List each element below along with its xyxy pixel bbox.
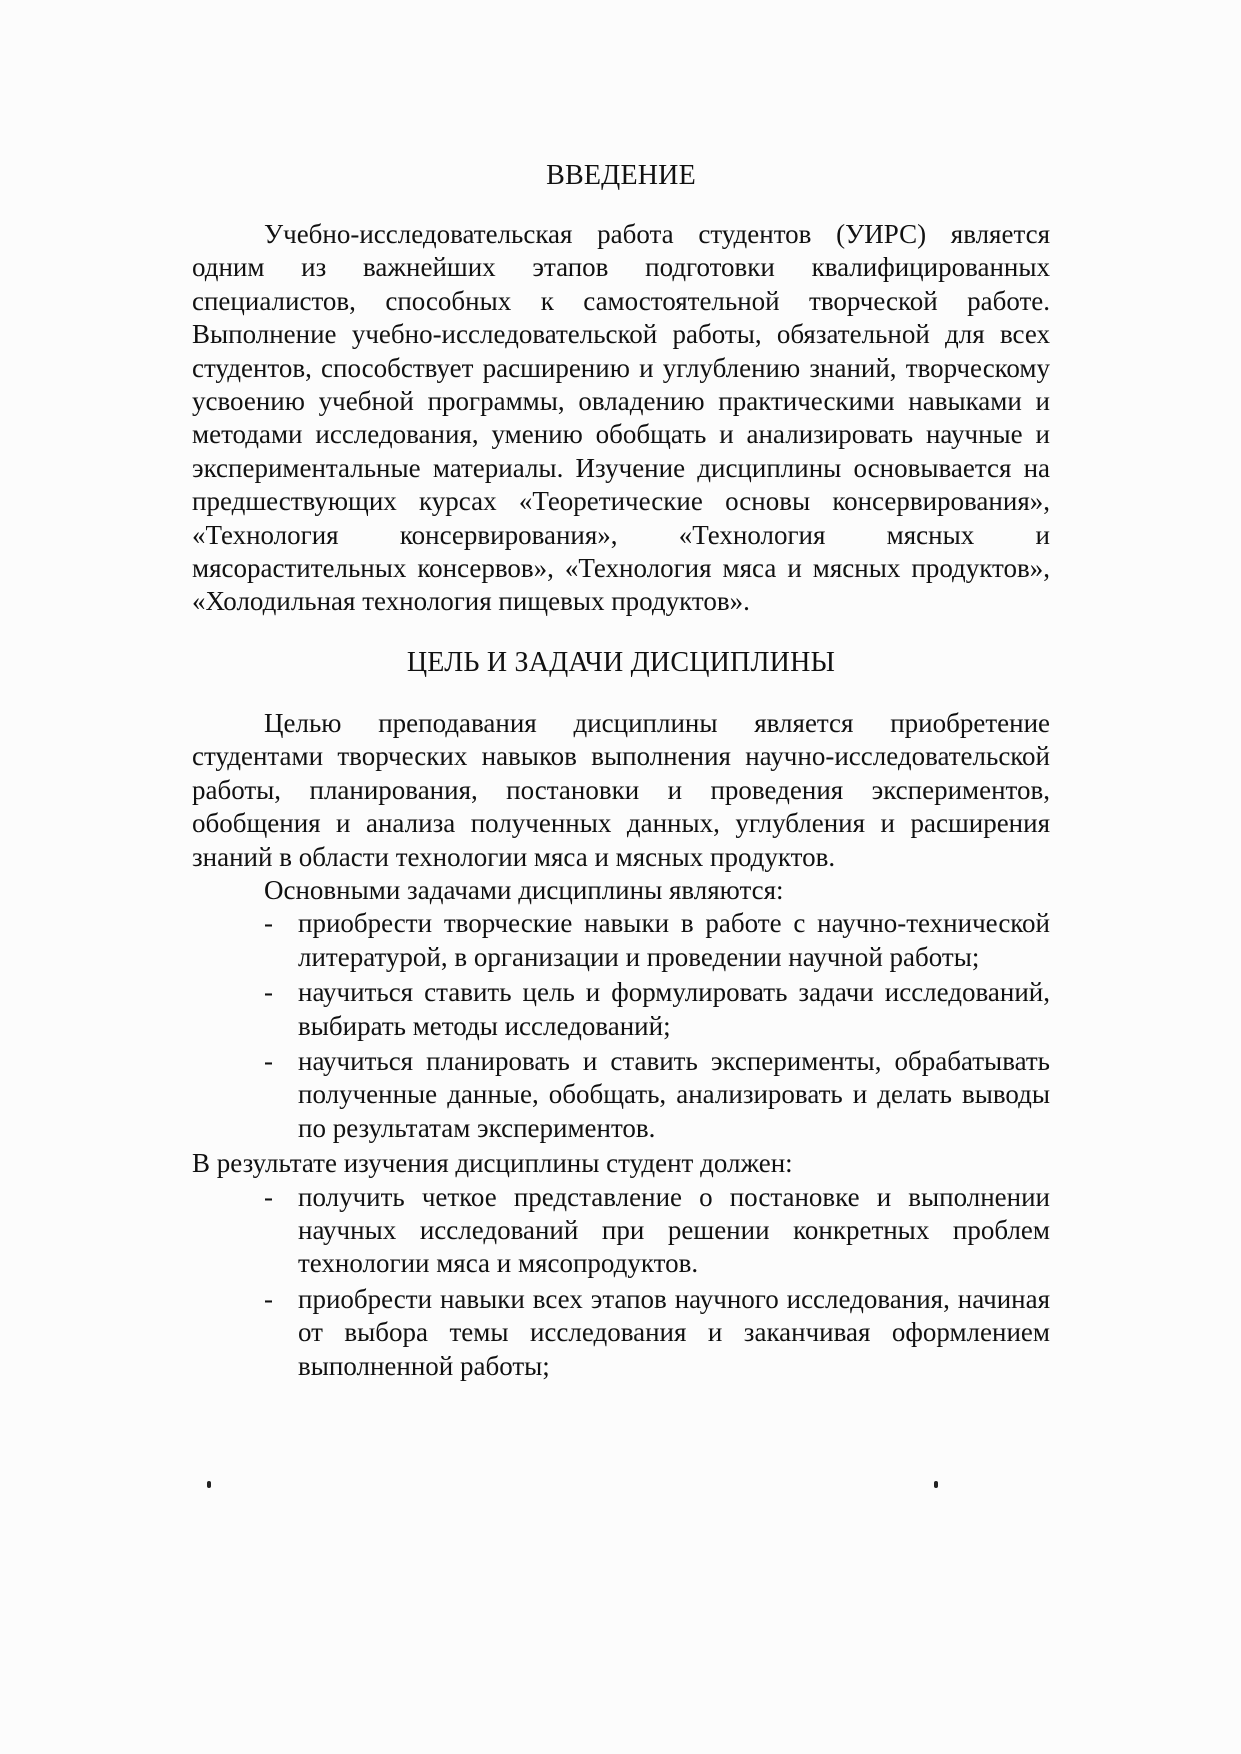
scan-speck — [207, 1481, 211, 1488]
tasks-list — [192, 907, 1050, 1145]
dash-marker: - — [264, 908, 273, 939]
list-item — [192, 1181, 1050, 1281]
dash-marker: - — [264, 1283, 273, 1314]
scan-speck — [934, 1481, 938, 1488]
results-list — [192, 1181, 1050, 1383]
list-item-text: научиться планировать и ставить эксперименты, обрабатывать полученные данные, обобщать, анализировать и делать выводы по результатам экспериментов. — [298, 1045, 1050, 1143]
intro-heading: ВВЕДЕНИЕ — [546, 160, 696, 191]
page-content — [192, 160, 1050, 1385]
list-item — [192, 907, 1050, 974]
results-lead: В результате изучения дисциплины студент должен: — [192, 1148, 793, 1179]
goals-heading: ЦЕЛЬ И ЗАДАЧИ ДИСЦИПЛИНЫ — [406, 646, 836, 678]
list-item — [192, 1283, 1050, 1383]
list-item-text: приобрести творческие навыки в работе с научно-технической литературой, в организации и проведении научной работы; — [298, 908, 1050, 972]
list-item-text: получить четкое представление о постановке и выполнении научных исследований при решении конкретных проблем технологии мяса и мясопродуктов. — [298, 1181, 1050, 1279]
intro-paragraph: Учебно-исследовательская работа студентов (УИРС) является одним из важнейших этапов подготовки квалифицированных специалистов, способных к самостоятельной творческой работе. Выполнение учебно-исследовательской работы, обязательной для всех студентов, способствует расширению и углублению знаний, творческому усвоению учебной программы, овладению практическими навыками и методами исследования, умению обобщать и анализировать научные и экспериментальные материалы. Изучение дисциплины основывается на предшествующих курсах «Теоретические основы консервирования», «Технология консервирования», «Технология мясных и мясорастительных консервов», «Технология мяса и мясных продуктов», «Холодильная технология пищевых продуктов». — [192, 219, 1050, 617]
list-item — [192, 1045, 1050, 1145]
dash-marker: - — [264, 977, 273, 1008]
dash-marker: - — [264, 1181, 273, 1212]
list-item-text: научиться ставить цель и формулировать задачи исследований, выбирать методы исследований; — [298, 977, 1050, 1041]
list-item-text: приобрести навыки всех этапов научного исследования, начиная от выбора темы исследования и заканчивая оформлением выполненной работы; — [298, 1283, 1050, 1381]
tasks-lead: Основными задачами дисциплины являются: — [264, 874, 784, 905]
goals-paragraph: Целью преподавания дисциплины является приобретение студентами творческих навыков выполнения научно-исследовательской работы, планирования, постановки и проведения экспериментов, обобщения и анализа полученных данных, углубления и расширения знаний в области технологии мяса и мясных продуктов. — [192, 707, 1050, 872]
list-item — [192, 976, 1050, 1043]
dash-marker: - — [264, 1045, 273, 1076]
